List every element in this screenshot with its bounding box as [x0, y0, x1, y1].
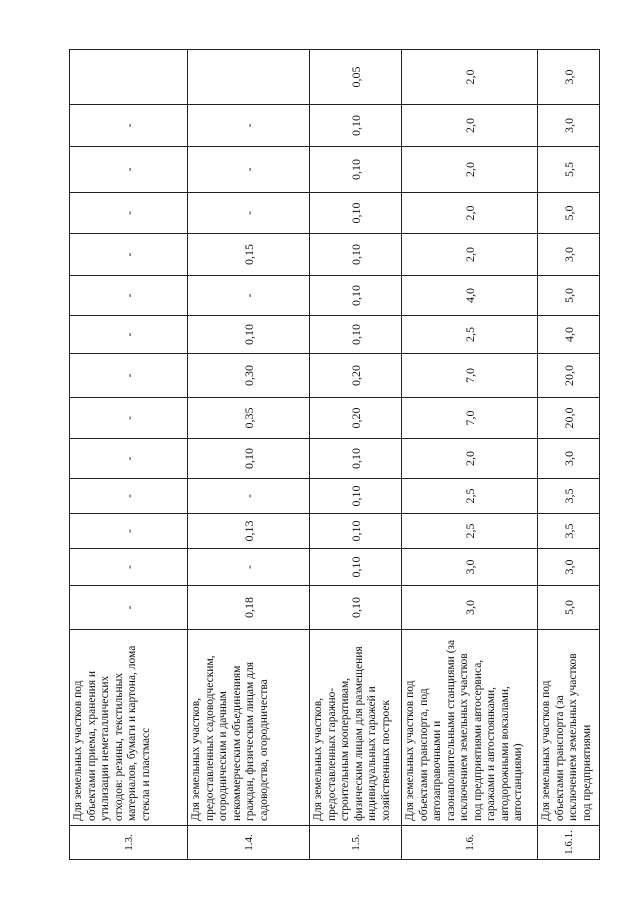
rate-cell: 0,10: [310, 514, 402, 549]
rate-cell: 3,5: [538, 514, 600, 549]
rate-cell: -: [70, 586, 188, 630]
rate-cell: 2,0: [402, 234, 538, 276]
rate-cell: -: [70, 147, 188, 193]
rate-cell: 0,10: [310, 586, 402, 630]
row-description: Для земельных участков под объектами приема, хранения и утилизации неметаллических отходов: резины, текстильных материалов, бумаги и картона, лома стекла и пластмасс: [70, 630, 188, 826]
row-number: 1.4.: [188, 826, 310, 860]
rate-cell: 0,10: [188, 439, 310, 479]
rate-cell: 2,0: [402, 193, 538, 234]
table-row: [402, 50, 538, 860]
rate-cell: 3,5: [538, 479, 600, 514]
rate-cell: 0,10: [310, 439, 402, 479]
rate-cell: -: [70, 316, 188, 354]
row-number: 1.5.: [310, 826, 402, 860]
rate-cell: 0,13: [188, 514, 310, 549]
rate-cell: 0,10: [188, 316, 310, 354]
rate-cell: 0,10: [310, 549, 402, 586]
rate-cell: 2,5: [402, 514, 538, 549]
rate-cell: 2,0: [402, 105, 538, 147]
rate-cell: 0,30: [188, 354, 310, 398]
rate-cell: -: [70, 234, 188, 276]
rate-cell: -: [188, 147, 310, 193]
rate-cell: 4,0: [402, 276, 538, 316]
rate-cell: -: [188, 193, 310, 234]
rate-cell: 2,5: [402, 479, 538, 514]
rate-cell: 5,0: [538, 586, 600, 630]
rate-cell: [70, 50, 188, 105]
rate-cell: 2,0: [402, 50, 538, 105]
rate-cell: [188, 50, 310, 105]
rate-cell: 2,0: [402, 439, 538, 479]
rate-cell: 0,10: [310, 193, 402, 234]
row-description: Для земельных участков, предоставленных садоводческим, огородническим и дачным некоммерческим объединениям граждан, физическим лицам для садоводства, огородничества: [188, 630, 310, 826]
rate-cell: 0,10: [310, 276, 402, 316]
rates-table: [69, 49, 600, 860]
rate-cell: 7,0: [402, 398, 538, 439]
rate-cell: 0,20: [310, 354, 402, 398]
row-description: Для земельных участков под объектами транспорта, под автозаправочными и газонаполнительными станциями (за исключением земельных участков под предприятиями автосервиса, гаражами и автостоянками, автодорожными вокзалами, автостанциями): [402, 630, 538, 826]
rate-cell: 0,18: [188, 586, 310, 630]
rate-cell: -: [70, 439, 188, 479]
rate-cell: -: [70, 276, 188, 316]
rate-cell: -: [70, 398, 188, 439]
table-row: [188, 50, 310, 860]
rate-cell: -: [188, 479, 310, 514]
table-row: [310, 50, 402, 860]
rate-cell: 0,35: [188, 398, 310, 439]
row-number: 1.3.: [70, 826, 188, 860]
rate-cell: -: [188, 549, 310, 586]
table-row: [70, 50, 188, 860]
rotated-table-container: [69, 50, 599, 860]
rate-cell: 3,0: [538, 105, 600, 147]
rate-cell: 0,10: [310, 479, 402, 514]
rate-cell: -: [188, 276, 310, 316]
rate-cell: -: [70, 354, 188, 398]
rate-cell: 20,0: [538, 354, 600, 398]
rate-cell: 4,0: [538, 316, 600, 354]
rate-cell: 3,0: [402, 549, 538, 586]
rate-cell: 5,0: [538, 193, 600, 234]
rate-cell: 2,5: [402, 316, 538, 354]
rate-cell: 3,0: [538, 50, 600, 105]
rate-cell: -: [70, 105, 188, 147]
rate-cell: 0,10: [310, 316, 402, 354]
rate-cell: 0,10: [310, 234, 402, 276]
rate-cell: 5,5: [538, 147, 600, 193]
rate-cell: 3,0: [538, 234, 600, 276]
rate-cell: 3,0: [402, 586, 538, 630]
rate-cell: 7,0: [402, 354, 538, 398]
row-description: Для земельных участков, предоставленных гаражно-строительным кооперативам, физическим лицам для размещения индивидуальных гаражей и хозяйственных построек: [310, 630, 402, 826]
rate-cell: 0,20: [310, 398, 402, 439]
rate-cell: 20,0: [538, 398, 600, 439]
rate-cell: 3,0: [538, 439, 600, 479]
rate-cell: 2,0: [402, 147, 538, 193]
rate-cell: 0,10: [310, 105, 402, 147]
rate-cell: -: [70, 193, 188, 234]
table-row: [538, 50, 600, 860]
rate-cell: 5,0: [538, 276, 600, 316]
row-number: 1.6.: [402, 826, 538, 860]
rate-cell: 0,10: [310, 147, 402, 193]
rate-cell: -: [70, 549, 188, 586]
rate-cell: -: [70, 514, 188, 549]
row-description: Для земельных участков под объектами транспорта (за исключением земельных участков под предприятиями: [538, 630, 600, 826]
rate-cell: 0,15: [188, 234, 310, 276]
rate-cell: -: [188, 105, 310, 147]
rate-cell: 3,0: [538, 549, 600, 586]
rate-cell: -: [70, 479, 188, 514]
rate-cell: 0,05: [310, 50, 402, 105]
row-number: 1.6.1.: [538, 826, 600, 860]
